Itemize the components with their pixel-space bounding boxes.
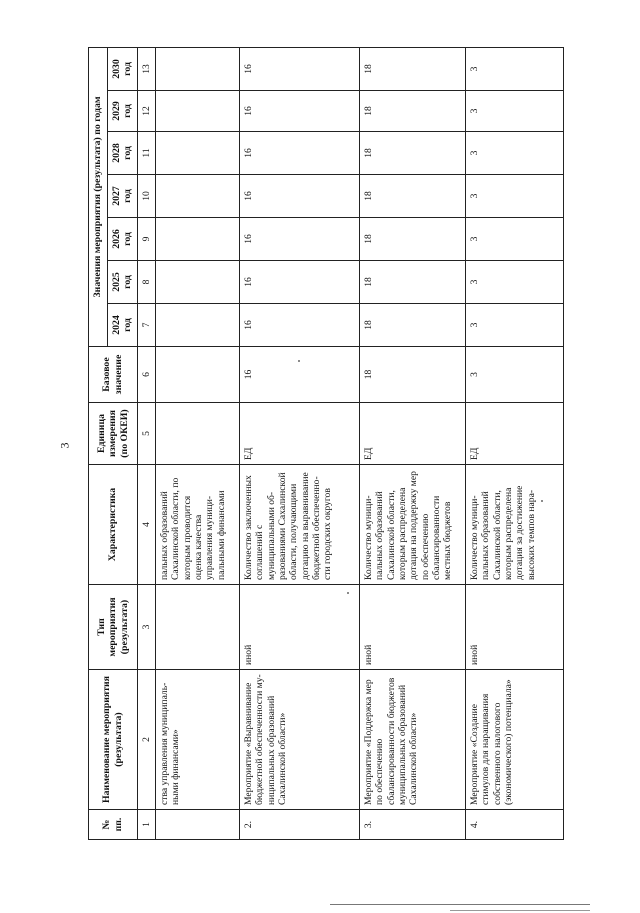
row-value: 16: [239, 175, 359, 218]
column-index: 11: [137, 132, 155, 175]
header-num: № пп.: [89, 810, 138, 840]
row-value: 18: [359, 304, 465, 347]
table-row: [155, 47, 239, 839]
table-row: [239, 47, 359, 839]
row-base: 3: [465, 347, 563, 403]
column-index: 6: [137, 347, 155, 403]
row-type: [155, 585, 239, 670]
header-values-by-year: Значения мероприятия (результата) по годам: [89, 47, 108, 346]
row-base: 16: [239, 347, 359, 403]
row-value: [155, 91, 239, 132]
header-year: 2029 год: [107, 91, 137, 132]
row-type: иной: [359, 585, 465, 670]
row-characteristic: Количество муниципальных образований Сахалинской области, которым распределена дотация за достижение высоких темпов нара-: [465, 465, 563, 585]
header-type: Тип мероприятия (результата): [89, 585, 138, 670]
header-year: 2027 год: [107, 175, 137, 218]
header-year: 2025 год: [107, 261, 137, 304]
row-num: [155, 810, 239, 840]
row-num: 3.: [359, 810, 465, 840]
row-name: Мероприятие «Создание стимулов для наращивания собственного налогового (экономического) потенциала»: [465, 670, 563, 810]
row-value: 18: [359, 261, 465, 304]
row-unit: [155, 403, 239, 465]
column-index: 1: [137, 810, 155, 840]
scan-edge-line: [450, 910, 590, 911]
row-value: [155, 132, 239, 175]
row-value: 16: [239, 132, 359, 175]
row-value: 18: [359, 47, 465, 90]
row-value: 3: [465, 304, 563, 347]
column-index: 2: [137, 670, 155, 810]
header-base: Базовое значение: [89, 347, 138, 403]
row-name: Мероприятие «Выравнивание бюджетной обеспеченности муниципальных образований Сахалинской области»: [239, 670, 359, 810]
row-base: [155, 347, 239, 403]
row-value: 3: [465, 218, 563, 261]
row-base: 18: [359, 347, 465, 403]
row-value: [155, 47, 239, 90]
row-value: 3: [465, 261, 563, 304]
row-num: 4.: [465, 810, 563, 840]
header-characteristic: Характеристика: [89, 465, 138, 585]
row-value: 18: [359, 218, 465, 261]
table-row: [465, 47, 563, 839]
row-value: 18: [359, 132, 465, 175]
row-characteristic: пальных образований Сахалинской области, по которым проводится оценка качества управления муниципальными финансами: [155, 465, 239, 585]
column-index: 12: [137, 91, 155, 132]
column-index: 8: [137, 261, 155, 304]
row-type: иной: [239, 585, 359, 670]
row-value: 3: [465, 47, 563, 90]
row-value: 3: [465, 132, 563, 175]
header-unit: Единица измерения (по ОКЕИ): [89, 403, 138, 465]
row-value: [155, 261, 239, 304]
row-unit: ЕД: [359, 403, 465, 465]
header-year: 2026 год: [107, 218, 137, 261]
row-value: [155, 175, 239, 218]
row-value: 18: [359, 175, 465, 218]
column-index: 5: [137, 403, 155, 465]
header-name: Наименование мероприятия (результата): [89, 670, 138, 810]
row-value: 16: [239, 91, 359, 132]
page-number: 3: [57, 442, 72, 449]
header-year: 2030 год: [107, 47, 137, 90]
column-index: 9: [137, 218, 155, 261]
row-value: [155, 218, 239, 261]
row-value: 3: [465, 175, 563, 218]
row-type: иной: [465, 585, 563, 670]
row-value: 16: [239, 218, 359, 261]
scan-edge-line: [330, 904, 590, 905]
column-index: 7: [137, 304, 155, 347]
scan-speck: [347, 592, 349, 594]
row-unit: ЕД: [465, 403, 563, 465]
row-name: Мероприятие «Поддержка мер по обеспечению сбалансированности бюджетов муниципальных образований Сахалинской области»: [359, 670, 465, 810]
scan-speck: [541, 500, 543, 502]
row-value: 16: [239, 304, 359, 347]
row-value: 16: [239, 47, 359, 90]
row-characteristic: Количество муниципальных образований Сахалинской области, которым распределена дотация на поддержку мер по обеспечению сбалансированности местных бюджетов: [359, 465, 465, 585]
rotated-table-container: [88, 48, 598, 840]
column-index: 4: [137, 465, 155, 585]
row-characteristic: Количество заключенных соглашений с муниципальными образованиями Сахалинской области, получающими дотацию на выравнивание бюджетной обеспеченности городских округов: [239, 465, 359, 585]
row-value: 16: [239, 261, 359, 304]
column-index: 13: [137, 47, 155, 90]
header-year: 2024 год: [107, 304, 137, 347]
row-value: [155, 304, 239, 347]
scan-speck: [298, 360, 300, 362]
measures-table: [88, 47, 564, 840]
header-year: 2028 год: [107, 132, 137, 175]
row-num: 2.: [239, 810, 359, 840]
row-value: 3: [465, 91, 563, 132]
column-index: 10: [137, 175, 155, 218]
column-index: 3: [137, 585, 155, 670]
table-row: [359, 47, 465, 839]
column-index-row: [137, 47, 155, 839]
row-name: ства управления муниципальными финансами»: [155, 670, 239, 810]
row-unit: ЕД: [239, 403, 359, 465]
row-value: 18: [359, 91, 465, 132]
